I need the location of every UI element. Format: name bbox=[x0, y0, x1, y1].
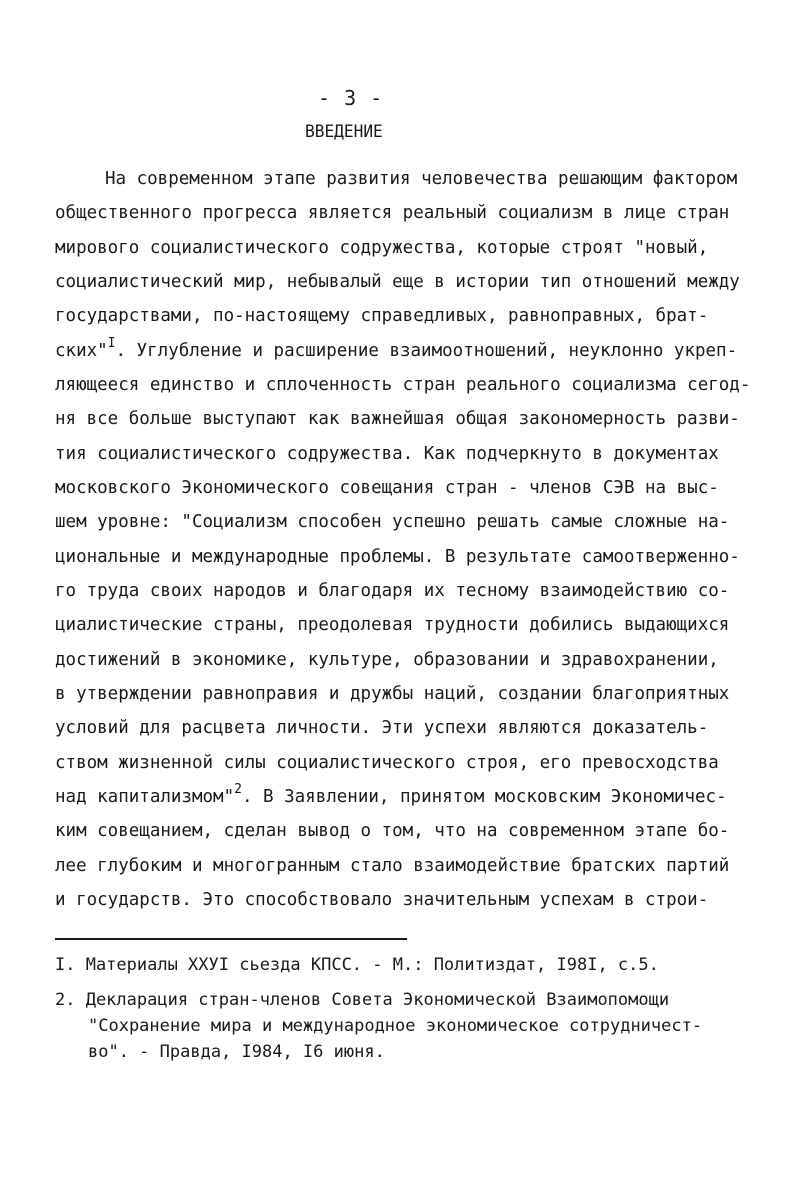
body-line-15: достижений в экономике, культуре, образовании и здравохранении, bbox=[55, 650, 719, 670]
body-line-17: условий для расцвета личности. Эти успехи являются доказатель- bbox=[55, 718, 709, 738]
footnote-2-line-2: "Сохранение мира и международное экономическое сотрудничест- bbox=[88, 1016, 703, 1036]
body-line-11: шем уровне: "Социализм способен успешно решать самые сложные на- bbox=[55, 512, 730, 532]
body-line-8: ня все больше выступают как важнейшая общая закономерность разви- bbox=[55, 409, 740, 429]
body-line-4: социалистический мир, небывалый еще в истории тип отношений между bbox=[55, 272, 740, 292]
body-line-7: ляющееся единство и сплоченность стран реального социализма сегод- bbox=[55, 375, 751, 395]
body-line-1: На современном этапе развития человечества решающим фактором bbox=[105, 169, 738, 189]
body-line-19-end: . В Заявлении, принятом московским Экономичес- bbox=[241, 787, 727, 807]
body-line-2: общественного прогресса является реальный социализм в лице стран bbox=[55, 203, 730, 223]
footnote-2-line-3: во". - Правда, I984, I6 июня. bbox=[88, 1042, 385, 1062]
body-line-19 bbox=[55, 782, 727, 807]
body-line-22: и государств. Это способствовало значительным успехам в строи- bbox=[55, 890, 709, 910]
body-line-6 bbox=[55, 336, 738, 361]
body-line-13: го труда своих народов и благодаря их тесному взаимодействию со- bbox=[55, 581, 730, 601]
body-line-16: в утверждении равноправия и дружбы наций, создании благоприятных bbox=[55, 684, 730, 704]
footnote-1: I. Материалы XXУI сьезда КПСС. - М.: Политиздат, I98I, с.5. bbox=[55, 955, 659, 975]
body-line-6-start: ских" bbox=[55, 341, 108, 361]
body-line-12: циональные и международные проблемы. В результате самоотверженно- bbox=[55, 547, 740, 567]
body-line-3: мирового социалистического содружества, которые строят "новый, bbox=[55, 238, 709, 258]
body-line-20: ким совещанием, сделан вывод о том, что на современном этапе бо- bbox=[55, 821, 730, 841]
footnote-ref-1: I bbox=[107, 336, 116, 351]
body-line-19-start: над капитализмом" bbox=[55, 787, 235, 807]
body-line-18: ством жизненной силы социалистического строя, его превосходства bbox=[55, 753, 719, 773]
page-heading: ВВЕДЕНИЕ bbox=[305, 122, 383, 142]
body-line-5: государствами, по-настоящему справедливых, равноправных, брат- bbox=[55, 306, 709, 326]
footnote-divider bbox=[55, 938, 407, 940]
body-line-9: тия социалистического содружества. Как подчеркнуто в документах bbox=[55, 444, 719, 464]
footnote-ref-2: 2 bbox=[234, 782, 242, 797]
body-line-6-end: . Углубление и расширение взаимоотношений, неуклонно укреп- bbox=[115, 341, 738, 361]
footnote-2-line-1: 2. Декларация стран-членов Совета Экономической Взаимопомощи bbox=[55, 990, 670, 1010]
page-number: - 3 - bbox=[318, 86, 384, 110]
body-line-14: циалистические страны, преодолевая трудности добились выдающихся bbox=[55, 615, 730, 635]
body-line-10: московского Экономического совещания стран - членов СЭВ на выс- bbox=[55, 478, 719, 498]
body-line-21: лее глубоким и многогранным стало взаимодействие братских партий bbox=[55, 856, 730, 876]
